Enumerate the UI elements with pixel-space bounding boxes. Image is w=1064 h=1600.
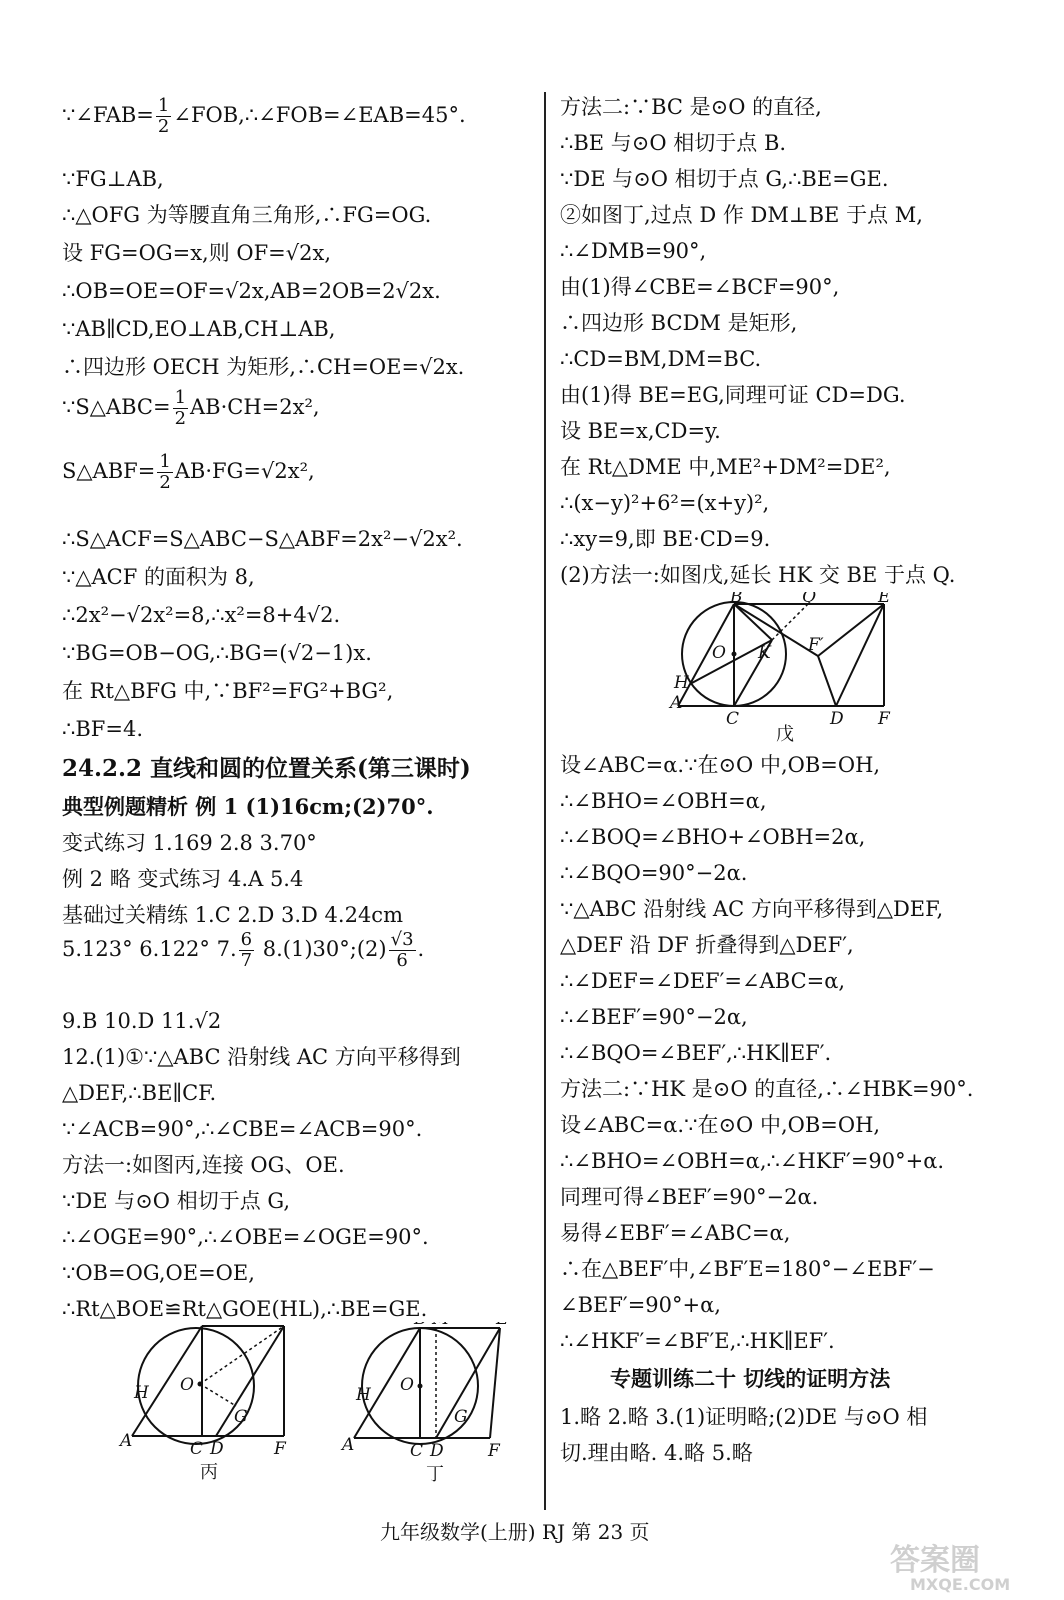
svg-text:答案圈: 答案圈 [890, 1543, 980, 1578]
right-line: 由(1)得 BE=EG,同理可证 CD=DG. [560, 383, 906, 407]
svg-text:C: C [726, 709, 740, 729]
svg-text:D: D [430, 1441, 444, 1461]
figure-ding [340, 1322, 540, 1482]
right-line: ∴∠BEF′=90°−2α, [560, 1005, 748, 1029]
right-line: ∴(x−y)²+6²=(x+y)², [560, 491, 770, 515]
right-line: ∠BEF′=90°+α, [560, 1293, 721, 1317]
right-line: ∴在△BEF′中,∠BF′E=180°−∠EBF′− [560, 1257, 935, 1281]
left-line: ∵BG=OB−OG,∴BG=(√2−1)x. [62, 641, 372, 665]
svg-text:A: A [120, 1431, 133, 1451]
right-line: 易得∠EBF′=∠ABC=α, [560, 1221, 791, 1245]
left-line: ∵△ACF 的面积为 8, [62, 565, 255, 589]
svg-text:G: G [234, 1407, 248, 1427]
left-line: ∵∠ACB=90°,∴∠CBE=∠ACB=90°. [62, 1117, 423, 1141]
watermark-logo [890, 1540, 1050, 1594]
svg-text:H: H [356, 1385, 371, 1405]
right-line: (2)方法一:如图戊,延长 HK 交 BE 于点 Q. [560, 563, 956, 587]
left-line: ∴Rt△BOE≌Rt△GOE(HL),∴BE=GE. [62, 1297, 428, 1321]
column-divider [544, 92, 546, 1510]
svg-text:B: B [730, 592, 743, 607]
svg-text:M [431, 1322, 450, 1329]
left-line: ∴OB=OE=OF=√2x,AB=2OB=2√2x. [62, 279, 441, 303]
right-line: ∴∠BHO=∠OBH=α,∴∠HKF′=90°+α. [560, 1149, 945, 1173]
figure-bing-labels [118, 1322, 291, 1482]
svg-text:B [413, 1322, 427, 1329]
left-line: ∵OB=OG,OE=OE, [62, 1261, 255, 1285]
right-line: 设∠ABC=α.∵在⊙O 中,OB=OH, [560, 1113, 881, 1137]
fraction: $\frac{√3}{6}$ [390, 929, 414, 971]
right-line: ∴xy=9,即 BE·CD=9. [560, 527, 771, 551]
right-line: ∴四边形 BCDM 是矩形, [560, 311, 798, 335]
left-line: S△ABF= $\frac{1}{2}$ AB·FG=√2x², [62, 451, 315, 493]
left-line: ∴△OFG 为等腰直角三角形,∴FG=OG. [62, 203, 432, 227]
right-line: 专题训练二十 切线的证明方法 [610, 1366, 891, 1391]
left-line: 在 Rt△BFG 中,∵BF²=FG²+BG², [62, 679, 394, 703]
right-line: ∴∠DMB=90°, [560, 239, 707, 263]
right-line: ∴BE 与⊙O 相切于点 B. [560, 131, 787, 155]
svg-text:O: O [400, 1375, 414, 1395]
left-line: ∴∠OGE=90°,∴∠OBE=∠OGE=90°. [62, 1225, 429, 1249]
fraction: $\frac{1}{2}$ [159, 451, 171, 493]
right-line: 在 Rt△DME 中,ME²+DM²=DE², [560, 455, 891, 479]
left-line: 基础过关精练 1.C 2.D 3.D 4.24cm [62, 903, 403, 927]
figure-ding-labels [340, 1322, 509, 1482]
left-line: ∵AB∥CD,EO⊥AB,CH⊥AB, [62, 317, 336, 341]
svg-text:F: F [274, 1439, 286, 1459]
svg-text:F′: F′ [808, 635, 824, 655]
svg-text:D: D [210, 1439, 224, 1459]
left-line: 变式练习 1.169 2.8 3.70° [62, 831, 317, 855]
right-line: 同理可得∠BEF′=90°−2α. [560, 1185, 819, 1209]
right-line: △DEF 沿 DF 折叠得到△DEF′, [560, 933, 854, 957]
left-line: 典型例题精析 例 1 (1)16cm;(2)70°. [62, 794, 434, 819]
svg-text:E [277, 1322, 291, 1327]
fraction: $\frac{1}{2}$ [174, 387, 187, 429]
left-line: ∴S△ACF=S△ABC−S△ABF=2x²−√2x². [62, 527, 463, 551]
right-line: 方法二:∵BC 是⊙O 的直径, [560, 95, 822, 119]
left-line: 方法一:如图丙,连接 OG、OE. [62, 1153, 345, 1177]
left-line: ∵∠FAB= $\frac{1}{2}$ ∠FOB,∴∠FOB=∠EAB=45°. [62, 95, 466, 137]
svg-text:G: G [454, 1407, 468, 1427]
right-line: ∴∠BQO=90°−2α. [560, 861, 748, 885]
page-footer: 九年级数学(上册) RJ 第 23 页 [380, 1520, 650, 1544]
svg-text:O: O [180, 1375, 194, 1395]
left-line: 12.(1)①∵△ABC 沿射线 AC 方向平移得到 [62, 1045, 461, 1069]
svg-text:E [495, 1322, 509, 1329]
right-line: ∵DE 与⊙O 相切于点 G,∴BE=GE. [560, 167, 889, 191]
right-line: 切.理由略. 4.略 5.略 [560, 1441, 753, 1465]
figure-bing [118, 1322, 318, 1482]
svg-text:F: F [878, 709, 890, 729]
svg-text:A: A [342, 1435, 355, 1455]
svg-text:戊: 戊 [776, 724, 794, 742]
left-line: △DEF,∴BE∥CF. [62, 1081, 217, 1105]
right-line: 1.略 2.略 3.(1)证明略;(2)DE 与⊙O 相 [560, 1405, 928, 1429]
svg-text:A: A [670, 693, 683, 713]
right-line: ∴∠BOQ=∠BHO+∠OBH=2α, [560, 825, 866, 849]
svg-text:E: E [878, 592, 891, 607]
left-line: ∵S△ABC= $\frac{1}{2}$ AB·CH=2x², [62, 387, 320, 429]
svg-text:丙: 丙 [200, 1462, 218, 1482]
svg-text:B [195, 1322, 209, 1327]
right-line: ②如图丁,过点 D 作 DM⊥BE 于点 M, [560, 203, 923, 227]
left-line: ∵DE 与⊙O 相切于点 G, [62, 1189, 291, 1213]
svg-text:H: H [674, 673, 689, 693]
right-line: 由(1)得∠CBE=∠BCF=90°, [560, 275, 840, 299]
svg-text:C: C [190, 1439, 204, 1459]
left-line: 24.2.2 直线和圆的位置关系(第三课时) [62, 755, 471, 782]
right-line: ∴∠HKF′=∠BF′E,∴HK∥EF′. [560, 1329, 835, 1353]
right-line: ∴∠BHO=∠OBH=α, [560, 789, 767, 813]
left-line: 5.123° 6.122° 7. $\frac{6}{7}$ 8.(1)30°;(2) $\frac{√3}{6}$ . [62, 929, 425, 971]
left-line: 设 FG=OG=x,则 OF=√2x, [62, 241, 332, 265]
fraction: $\frac{1}{2}$ [157, 95, 170, 137]
svg-text:O: O [712, 643, 726, 663]
left-line: ∵FG⊥AB, [62, 167, 164, 191]
right-line: 设∠ABC=α.∵在⊙O 中,OB=OH, [560, 753, 881, 777]
svg-text:MXQE.COM: MXQE.COM [910, 1575, 1011, 1594]
right-line: ∴∠BQO=∠BEF′,∴HK∥EF′. [560, 1041, 832, 1065]
svg-text:H: H [134, 1383, 149, 1403]
left-line: 9.B 10.D 11.√2 [62, 1009, 222, 1033]
svg-text:C: C [410, 1441, 424, 1461]
fraction: $\frac{6}{7}$ [240, 929, 253, 971]
right-line: ∵△ABC 沿射线 AC 方向平移得到△DEF, [560, 897, 944, 921]
svg-text:D: D [830, 709, 844, 729]
right-line: 设 BE=x,CD=y. [560, 419, 721, 443]
left-line: ∴BF=4. [62, 717, 143, 741]
right-line: ∴∠DEF=∠DEF′=∠ABC=α, [560, 969, 846, 993]
left-line: ∴2x²−√2x²=8,∴x²=8+4√2. [62, 603, 341, 627]
left-line: ∴四边形 OECH 为矩形,∴CH=OE=√2x. [62, 355, 465, 379]
left-line: 例 2 略 变式练习 4.A 5.4 [62, 867, 304, 891]
svg-text:丁: 丁 [426, 1464, 444, 1482]
figure-wu [668, 592, 908, 742]
svg-text:K: K [758, 643, 771, 663]
svg-text:F: F [488, 1441, 500, 1461]
right-line: 方法二:∵HK 是⊙O 的直径,∴∠HBK=90°. [560, 1077, 974, 1101]
right-line: ∴CD=BM,DM=BC. [560, 347, 762, 371]
svg-text:Q: Q [802, 592, 816, 607]
